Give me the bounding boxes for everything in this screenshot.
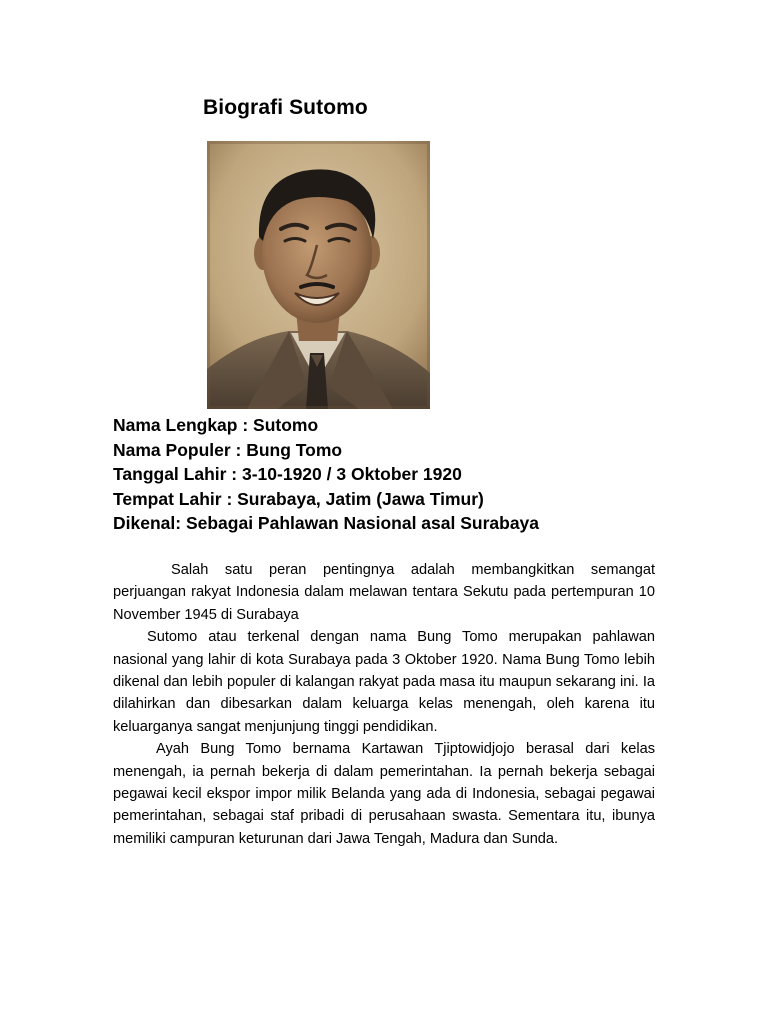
- biography-facts: [113, 413, 673, 536]
- paragraph-3: Ayah Bung Tomo bernama Kartawan Tjiptowidjojo berasal dari kelas menengah, ia pernah bekerja di dalam pemerintahan. Ia pernah bekerja sebagai pegawai kecil ekspor impor milik Belanda yang ada di Indonesia, sebagai pegawai pemerintahan, sebagai staf pribadi di perusahaan swasta. Sementara itu, ibunya memiliki campuran keturunan dari Jawa Tengah, Madura dan Sunda.: [113, 741, 655, 847]
- fact-birth-place: Tempat Lahir : Surabaya, Jatim (Jawa Timur): [113, 488, 484, 509]
- portrait-illustration: [207, 141, 430, 409]
- fact-birth-date: Tanggal Lahir : 3-10-1920 / 3 Oktober 1920: [113, 464, 462, 485]
- fact-full-name: Nama Lengkap : Sutomo: [113, 415, 319, 435]
- fact-popular-name: Nama Populer : Bung Tomo: [113, 439, 343, 460]
- portrait-photo: [207, 141, 430, 409]
- fact-known-for: Dikenal: Sebagai Pahlawan Nasional asal Surabaya: [113, 513, 540, 534]
- biography-body: [113, 559, 655, 850]
- page-title: Biografi Sutomo: [203, 96, 368, 119]
- paragraph-2: Sutomo atau terkenal dengan nama Bung Tomo merupakan pahlawan nasional yang lahir di kota Surabaya pada 3 Oktober 1920. Nama Bung Tomo lebih dikenal dan lebih populer di kalangan rakyat pada masa itu maupun sekarang ini. Ia dilahirkan dan dibesarkan dalam keluarga kelas menengah, oleh karena itu keluarganya sangat menjunjung tinggi pendidikan.: [113, 629, 655, 735]
- paragraph-1: Salah satu peran pentingnya adalah membangkitkan semangat perjuangan rakyat Indonesia dalam melawan tentara Sekutu pada pertempuran 10 November 1945 di Surabaya: [113, 562, 655, 623]
